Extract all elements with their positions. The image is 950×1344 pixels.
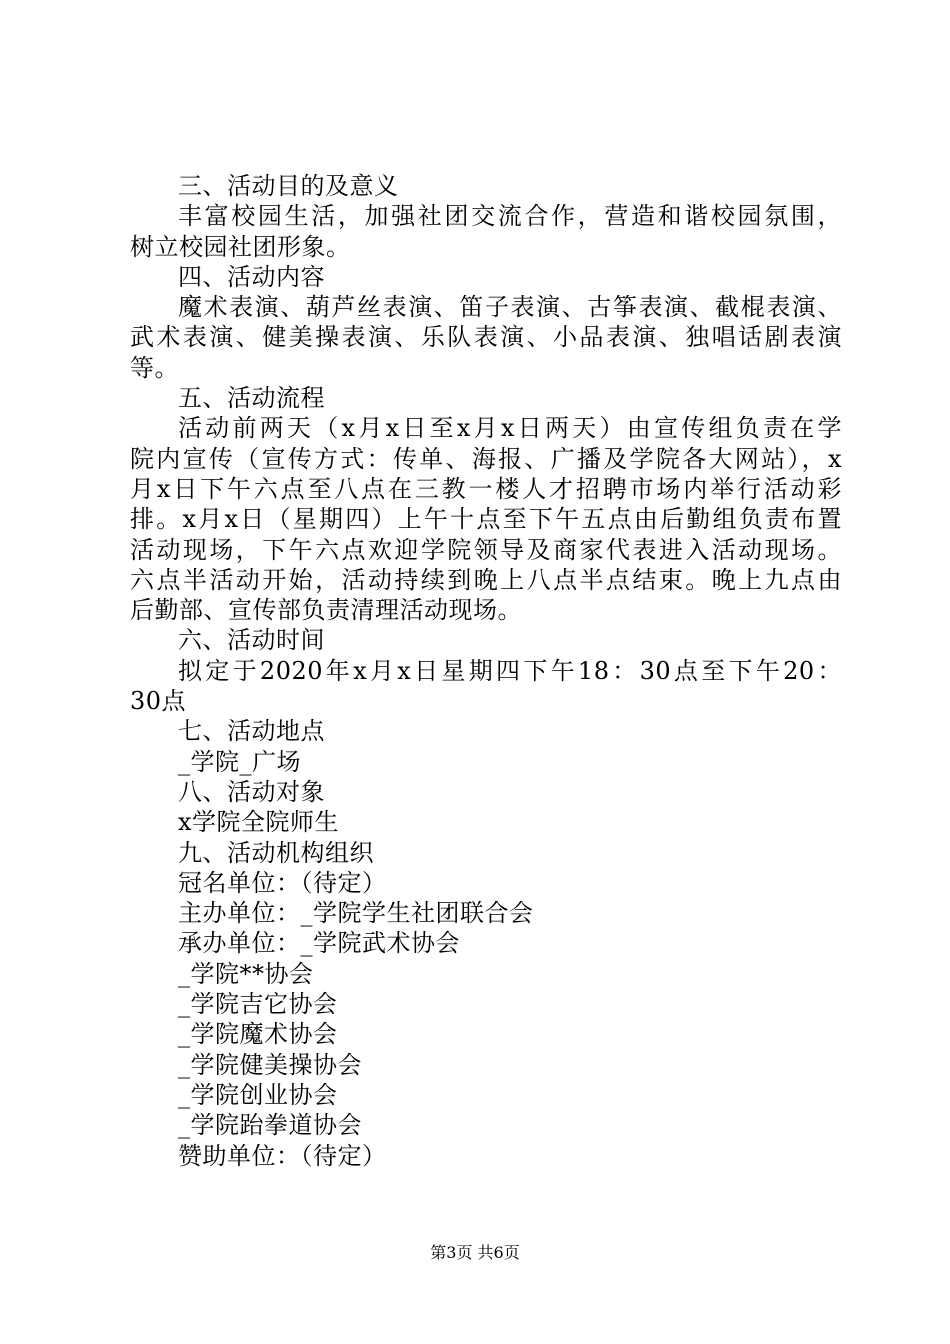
paragraph-line: 等。 (130, 353, 179, 382)
list-item: _学院跆拳道协会 (178, 1111, 362, 1140)
list-item: 冠名单位：（待定） (178, 868, 387, 897)
paragraph-line: 院内宣传（宣传方式：传单、海报、广播及学院各大网站），x (130, 444, 842, 473)
section-heading-process: 五、活动流程 (178, 384, 325, 413)
list-item: _学院健美操协会 (178, 1050, 362, 1079)
page-footer: 第3页 共6页 (430, 1243, 520, 1262)
list-item: _学院创业协会 (178, 1080, 338, 1109)
paragraph-line: 活动前两天（x月x日至x月x日两天）由宣传组负责在学 (178, 414, 842, 443)
paragraph-line: 后勤部、宣传部负责清理活动现场。 (130, 596, 522, 625)
paragraph-line: _学院_广场 (178, 747, 301, 776)
list-item: 赞助单位：（待定） (178, 1141, 387, 1170)
section-heading-purpose: 三、活动目的及意义 (178, 172, 399, 200)
list-item: _学院魔术协会 (178, 1020, 338, 1049)
list-item: _学院**协会 (178, 959, 314, 988)
paragraph-line: 活动现场，下午六点欢迎学院领导及商家代表进入活动现场。 (130, 535, 842, 564)
paragraph-line: 排。x月x日（星期四）上午十点至下午五点由后勤组负责布置 (130, 505, 842, 534)
paragraph-line: 拟定于2020年x月x日星期四下午18：30点至下午20： (178, 656, 842, 685)
paragraph-line: 六点半活动开始，活动持续到晚上八点半点结束。晚上九点由 (130, 565, 842, 594)
paragraph-line: 丰富校园生活，加强社团交流合作，营造和谐校园氛围， (178, 202, 842, 231)
document-body (130, 171, 842, 1171)
section-heading-content: 四、活动内容 (178, 262, 325, 291)
section-heading-location: 七、活动地点 (178, 717, 325, 746)
section-heading-time: 六、活动时间 (178, 626, 325, 655)
paragraph-line: 树立校园社团形象。 (130, 232, 351, 261)
paragraph-line: 魔术表演、葫芦丝表演、笛子表演、古筝表演、截棍表演、 (178, 293, 842, 322)
paragraph-line: x学院全院师生 (178, 808, 340, 837)
paragraph-line: 武术表演、健美操表演、乐队表演、小品表演、独唱话剧表演 (130, 323, 842, 352)
list-item: 承办单位：_学院武术协会 (178, 929, 460, 958)
section-heading-organization: 九、活动机构组织 (178, 838, 374, 867)
paragraph-line: 30点 (130, 687, 187, 716)
section-heading-audience: 八、活动对象 (178, 777, 325, 806)
list-item: 主办单位：_学院学生社团联合会 (178, 899, 534, 928)
list-item: _学院吉它协会 (178, 990, 338, 1019)
paragraph-line: 月x日下午六点至八点在三教一楼人才招聘市场内举行活动彩 (130, 474, 842, 503)
